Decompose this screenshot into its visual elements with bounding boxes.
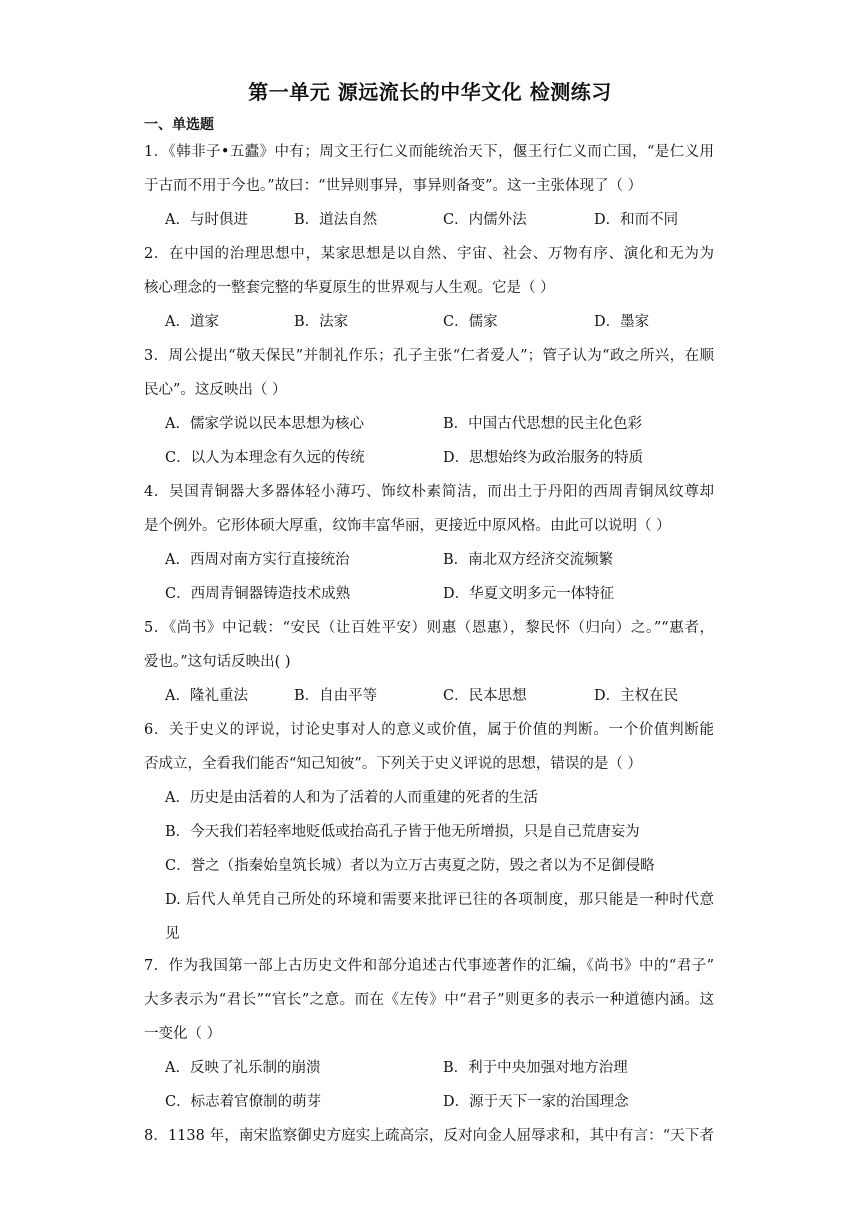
- q4-option-c: C．西周青铜器铸造技术成熟: [165, 586, 351, 602]
- q2-line-2: 核心理念的一整套完整的华夏原生的世界观与人生观。它是（ ）: [144, 280, 555, 296]
- q1-option-c: C．内儒外法: [443, 212, 527, 228]
- q3-option-a: A．儒家学说以民本思想为核心: [165, 416, 364, 432]
- q5-line-1: 5．《尚书》中记载：“安民（让百姓平安）则惠（恩惠），黎民怀（归向）之。”“惠者，: [144, 620, 714, 636]
- q4-option-b: B．南北双方经济交流频繁: [443, 552, 614, 568]
- q7-option-d: D．源于天下一家的治国理念: [443, 1094, 629, 1110]
- q4-line-1: 4．吴国青铜器大多器体轻小薄巧、饰纹朴素简洁，而出土于丹阳的西周青铜凤纹尊却: [144, 484, 714, 500]
- q5-option-c: C．民本思想: [443, 688, 527, 704]
- q1-option-d: D．和而不同: [594, 212, 679, 228]
- q6-line-2: 否成立，全看我们能否“知己知彼”。下列关于史义评说的思想，错误的是（ ）: [144, 756, 642, 772]
- q4-option-d: D．华夏文明多元一体特征: [443, 586, 615, 602]
- q3-option-b: B．中国古代思想的民主化色彩: [443, 416, 643, 432]
- q6-option-d-line-2: 见: [165, 926, 180, 942]
- q1-option-b: B．道法自然: [294, 212, 378, 228]
- q6-option-a: A．历史是由活着的人和为了活着的人而重建的死者的生活: [165, 790, 538, 806]
- q4-option-a: A．西周对南方实行直接统治: [165, 552, 350, 568]
- q6-option-b: B．今天我们若轻率地贬低或抬高孔子皆于他无所增损，只是自己荒唐妄为: [165, 824, 640, 840]
- q5-line-2: 爱也。”这句话反映出( ): [144, 654, 291, 670]
- q3-option-d: D．思想始终为政治服务的特质: [443, 450, 644, 466]
- q8-line-1: 8．1138 年，南宋监察御史方庭实上疏高宗，反对向金人屈辱求和，其中有言：“天下者: [144, 1128, 714, 1144]
- q6-line-1: 6．关于史义的评说，讨论史事对人的意义或价值，属于价值的判断。一个价值判断能: [144, 722, 714, 738]
- section-heading: 一、单选题: [144, 117, 214, 133]
- q7-line-1: 7．作为我国第一部上古历史文件和部分追述古代事迹著作的汇编，《尚书》中的“君子”: [144, 958, 714, 974]
- q7-option-a: A．反映了礼乐制的崩溃: [165, 1060, 321, 1076]
- q2-option-a: A．道家: [165, 314, 219, 330]
- q2-option-c: C．儒家: [443, 314, 498, 330]
- q3-option-c: C．以人为本理念有久远的传统: [165, 450, 365, 466]
- q5-option-d: D．主权在民: [594, 688, 679, 704]
- page-title: 第一单元 源远流长的中华文化 检测练习: [248, 80, 612, 104]
- q1-line-1: 1．《韩非子•五蠹》中有；周文王行仁义而能统治天下，偃王行仁义而亡国，“是仁义用: [144, 144, 715, 160]
- q2-option-d: D．墨家: [594, 314, 650, 330]
- q7-option-c: C．标志着官僚制的萌芽: [165, 1094, 322, 1110]
- q6-option-c: C．誉之（指秦始皇筑长城）者以为立万古夷夏之防，毁之者以为不足御侵略: [165, 858, 655, 874]
- q3-line-1: 3．周公提出“敬天保民”并制礼作乐；孔子主张“仁者爱人”；管子认为“政之所兴，在顺: [144, 348, 714, 364]
- q5-option-a: A．隆礼重法: [165, 688, 248, 704]
- q5-option-b: B．自由平等: [294, 688, 378, 704]
- q1-line-2: 于古而不用于今也。”故曰：“世异则事异，事异则备变”。这一主张体现了（ ）: [144, 178, 643, 194]
- q2-line-1: 2．在中国的治理思想中，某家思想是以自然、宇宙、社会、万物有序、演化和无为为: [144, 246, 714, 262]
- q3-line-2: 民心”。这反映出（ ）: [144, 382, 287, 398]
- q2-option-b: B．法家: [294, 314, 349, 330]
- q7-option-b: B．利于中央加强对地方治理: [443, 1060, 628, 1076]
- q1-option-a: A．与时俱进: [165, 212, 248, 228]
- q7-line-2: 大多表示为“君长”“官长”之意。而在《左传》中“君子”则更多的表示一种道德内涵。这: [144, 992, 714, 1008]
- q7-line-3: 一变化（ ）: [144, 1026, 222, 1042]
- q4-line-2: 是个例外。它形体硕大厚重，纹饰丰富华丽，更接近中原风格。由此可以说明（ ）: [144, 518, 671, 534]
- q6-option-d-line-1: D. 后代人单凭自己所处的环境和需要来批评已往的各项制度，那只能是一种时代意: [165, 892, 714, 908]
